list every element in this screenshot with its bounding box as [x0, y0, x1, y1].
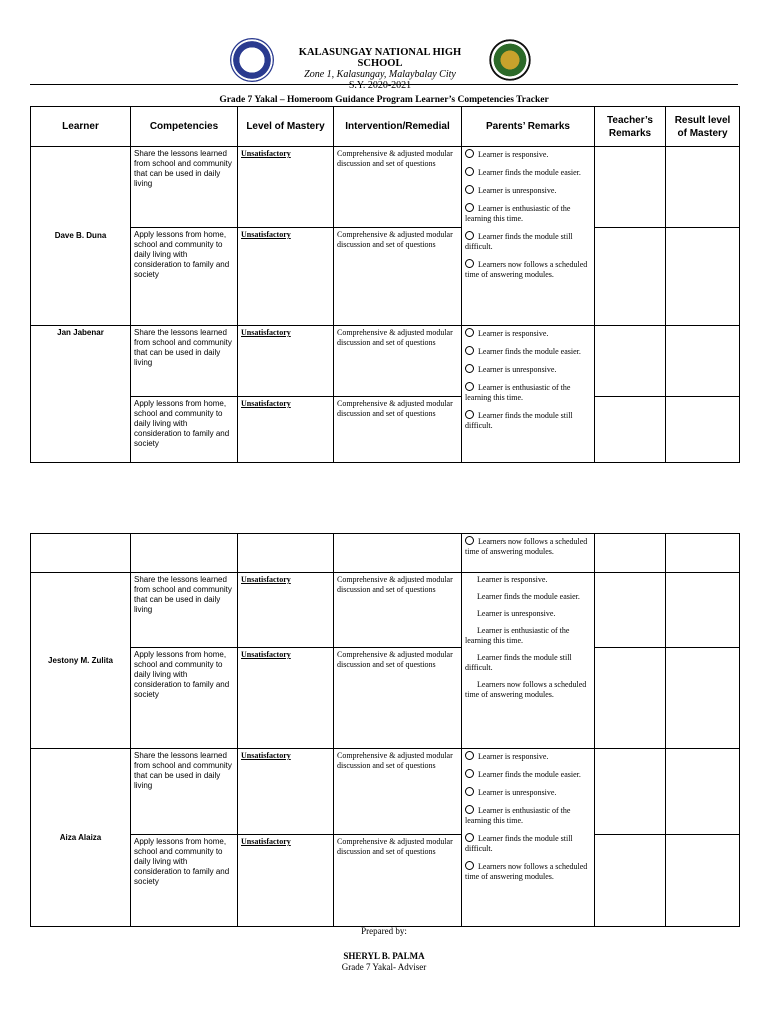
table-row: [31, 573, 740, 648]
school-address: Zone 1, Kalasungay, Malaybalay City: [304, 69, 456, 80]
tracker-table-page-1: [30, 106, 740, 463]
remark-option[interactable]: Learner is responsive.: [465, 751, 591, 762]
remark-option[interactable]: Learners now follows a scheduled time of answering modules.: [465, 862, 588, 881]
col-teachers-remarks: Teacher’s Remarks: [595, 107, 666, 147]
radio-icon[interactable]: [465, 861, 474, 870]
document-title: Grade 7 Yakal – Homeroom Guidance Program Learner’s Competencies Tracker: [219, 95, 549, 105]
table-row: [31, 835, 740, 927]
col-level-of-mastery: Level of Mastery: [238, 107, 334, 147]
intervention-cell: Comprehensive & adjusted modular discussion and set of questions: [334, 648, 462, 749]
remark-option: Learner finds the module easier.: [477, 592, 580, 601]
result-level-cell[interactable]: [666, 228, 740, 326]
remark-option: Learner is unresponsive.: [477, 609, 556, 618]
tracker-table-page-2: [30, 533, 740, 927]
remark-option[interactable]: Learners now follows a scheduled time of answering modules.: [465, 260, 588, 279]
remark-option[interactable]: Learner finds the module easier.: [465, 769, 591, 780]
radio-icon[interactable]: [465, 149, 474, 158]
result-level-cell[interactable]: [666, 534, 740, 573]
competency-cell: Share the lessons learned from school and community that can be used in daily living: [131, 573, 238, 648]
competency-cell: Share the lessons learned from school and community that can be used in daily living: [131, 749, 238, 835]
school-year: S.Y. 2020-2021: [348, 80, 412, 91]
radio-icon[interactable]: [465, 536, 474, 545]
intervention-cell: Comprehensive & adjusted modular discussion and set of questions: [334, 326, 462, 397]
competency-cell: Apply lessons from home, school and community to daily living with consideration to family and society: [131, 397, 238, 463]
result-level-cell[interactable]: [666, 573, 740, 648]
radio-icon[interactable]: [465, 805, 474, 814]
teachers-remarks-cell[interactable]: [595, 326, 666, 397]
col-intervention: Intervention/Remedial: [334, 107, 462, 147]
intervention-cell: Comprehensive & adjusted modular discussion and set of questions: [334, 573, 462, 648]
teachers-remarks-cell[interactable]: [595, 749, 666, 835]
level-cell: Unsatisfactory: [238, 147, 334, 228]
col-result-level: Result level of Mastery: [666, 107, 740, 147]
remark-option: Learner is enthusiastic of the learning this time.: [465, 626, 570, 645]
learner-name: Jestony M. Zulita: [31, 573, 131, 749]
learner-name: Dave B. Duna: [31, 147, 131, 326]
document-header: [0, 38, 768, 91]
col-competencies: Competencies: [131, 107, 238, 147]
prepared-by-label: Prepared by:: [361, 926, 407, 936]
parents-remarks-cell: [462, 147, 595, 326]
radio-icon[interactable]: [465, 203, 474, 212]
remark-option[interactable]: Learner finds the module still difficult.: [465, 232, 573, 251]
remark-option[interactable]: Learner is responsive.: [465, 328, 591, 339]
table-row: [31, 534, 740, 573]
competency-cell: Share the lessons learned from school and community that can be used in daily living: [131, 326, 238, 397]
school-seal-icon: [488, 38, 532, 82]
col-learner: Learner: [31, 107, 131, 147]
level-cell: Unsatisfactory: [238, 573, 334, 648]
teachers-remarks-cell[interactable]: [595, 534, 666, 573]
level-cell: Unsatisfactory: [238, 326, 334, 397]
remark-option[interactable]: Learner is enthusiastic of the learning this time.: [465, 383, 571, 402]
parents-remarks-cell: [462, 534, 595, 573]
intervention-cell: Comprehensive & adjusted modular discussion and set of questions: [334, 749, 462, 835]
teachers-remarks-cell[interactable]: [595, 573, 666, 648]
competency-cell: Share the lessons learned from school and community that can be used in daily living: [131, 147, 238, 228]
table-row: [31, 326, 740, 397]
competency-cell: [131, 534, 238, 573]
level-cell: Unsatisfactory: [238, 228, 334, 326]
col-parents-remarks: Parents’ Remarks: [462, 107, 595, 147]
radio-icon[interactable]: [465, 259, 474, 268]
parents-remarks-cell: [462, 573, 595, 749]
table-row: [31, 147, 740, 228]
intervention-cell: Comprehensive & adjusted modular discussion and set of questions: [334, 397, 462, 463]
learner-name: Jan Jabenar: [31, 326, 131, 463]
intervention-cell: Comprehensive & adjusted modular discussion and set of questions: [334, 228, 462, 326]
remark-option: Learner is responsive.: [477, 575, 548, 584]
intervention-cell: Comprehensive & adjusted modular discussion and set of questions: [334, 147, 462, 228]
remark-option[interactable]: Learner is enthusiastic of the learning this time.: [465, 204, 571, 223]
parents-remarks-cell: [462, 326, 595, 463]
level-cell: Unsatisfactory: [238, 648, 334, 749]
remark-option: Learner finds the module still difficult.: [465, 653, 572, 672]
result-level-cell[interactable]: [666, 147, 740, 228]
radio-icon[interactable]: [465, 769, 474, 778]
table-row: [31, 749, 740, 835]
teachers-remarks-cell[interactable]: [595, 397, 666, 463]
result-level-cell[interactable]: [666, 326, 740, 397]
table-row: [31, 648, 740, 749]
remark-option: Learners now follows a scheduled time of answering modules.: [465, 680, 587, 699]
radio-icon[interactable]: [465, 185, 474, 194]
radio-icon[interactable]: [465, 787, 474, 796]
remark-option[interactable]: Learner is responsive.: [465, 149, 591, 160]
level-cell: Unsatisfactory: [238, 835, 334, 927]
result-level-cell[interactable]: [666, 749, 740, 835]
remark-option[interactable]: Learner finds the module easier.: [465, 167, 591, 178]
remark-option[interactable]: Learner is unresponsive.: [465, 185, 591, 196]
teachers-remarks-cell[interactable]: [595, 228, 666, 326]
adviser-name: SHERYL B. PALMA: [343, 951, 425, 961]
competency-cell: Apply lessons from home, school and community to daily living with consideration to family and society: [131, 648, 238, 749]
radio-icon[interactable]: [465, 328, 474, 337]
intervention-cell: [334, 534, 462, 573]
remark-option[interactable]: Learner is enthusiastic of the learning this time.: [465, 806, 571, 825]
learner-name: Aiza Alaiza: [31, 749, 131, 927]
teachers-remarks-cell[interactable]: [595, 147, 666, 228]
radio-icon[interactable]: [465, 410, 474, 419]
remark-option[interactable]: Learner finds the module easier.: [465, 346, 591, 357]
teachers-remarks-cell[interactable]: [595, 835, 666, 927]
table-row: [31, 397, 740, 463]
level-cell: Unsatisfactory: [238, 397, 334, 463]
table-row: [31, 228, 740, 326]
result-level-cell[interactable]: [666, 648, 740, 749]
school-name: KALASUNGAY NATIONAL HIGH SCHOOL: [298, 47, 462, 69]
parents-remarks-cell: [462, 749, 595, 927]
remark-option[interactable]: Learners now follows a scheduled time of answering modules.: [465, 537, 588, 556]
level-cell: Unsatisfactory: [238, 749, 334, 835]
adviser-position: Grade 7 Yakal- Adviser: [341, 962, 427, 972]
learner-cell: [31, 534, 131, 573]
level-cell: [238, 534, 334, 573]
result-level-cell[interactable]: [666, 835, 740, 927]
remark-option[interactable]: Learner finds the module still difficult.: [465, 411, 573, 430]
radio-icon[interactable]: [465, 167, 474, 176]
teachers-remarks-cell[interactable]: [595, 648, 666, 749]
radio-icon[interactable]: [465, 382, 474, 391]
header-divider: [30, 84, 738, 85]
radio-icon[interactable]: [465, 833, 474, 842]
radio-icon[interactable]: [465, 364, 474, 373]
competency-cell: Apply lessons from home, school and community to daily living with consideration to family and society: [131, 835, 238, 927]
radio-icon[interactable]: [465, 231, 474, 240]
deped-seal-icon: [230, 38, 274, 82]
remark-option[interactable]: Learner is unresponsive.: [465, 787, 591, 798]
intervention-cell: Comprehensive & adjusted modular discussion and set of questions: [334, 835, 462, 927]
result-level-cell[interactable]: [666, 397, 740, 463]
remark-option[interactable]: Learner is unresponsive.: [465, 364, 591, 375]
competency-cell: Apply lessons from home, school and community to daily living with consideration to family and society: [131, 228, 238, 326]
radio-icon[interactable]: [465, 346, 474, 355]
table-header-row: [31, 107, 740, 147]
remark-option[interactable]: Learner finds the module still difficult.: [465, 834, 573, 853]
radio-icon[interactable]: [465, 751, 474, 760]
